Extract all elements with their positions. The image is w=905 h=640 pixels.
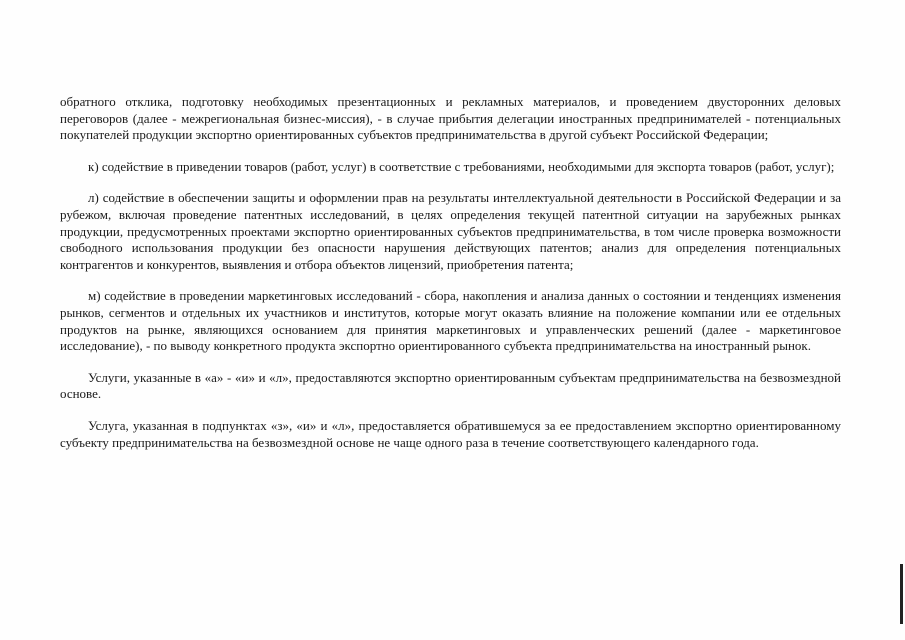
document-body [60, 94, 841, 451]
paragraph-services-free: Услуги, указанные в «а» - «и» и «л», предоставляются экспортно ориентированным субъектам предпринимательства на безвозмездной основе. [60, 369, 841, 402]
paragraph-item-k: к) содействие в приведении товаров (работ, услуг) в соответствие с требованиями, необходимыми для экспорта товаров (работ, услуг); [88, 158, 835, 174]
paragraph-spacer [60, 273, 841, 288]
paragraph-continuation: обратного отклика, подготовку необходимых презентационных и рекламных материалов, и проведением двусторонних деловых переговоров (далее - межрегиональная бизнес-миссия), - в случае прибытия делегации иностранных предпринимателей - потенциальных покупателей продукции экспортно ориентированных субъектов предпринимательства в другой субъект Российской Федерации; [60, 94, 841, 143]
paragraph-spacer [60, 355, 841, 370]
scan-edge-mark [900, 564, 903, 624]
paragraph-item-m: м) содействие в проведении маркетинговых исследований - сбора, накопления и анализа данных о состоянии и тенденциях изменения рынков, сегментов и отдельных их участников и институтов, которые могут оказать влияние на положение компании или ее отдельных продуктов на рынке, являющихся основанием для принятия маркетинговых и управленческих решений (далее - маркетинговое исследование), - по выводу конкретного продукта экспортно ориентированного субъекта предпринимательства на иностранный рынок. [60, 288, 841, 354]
paragraph-spacer [60, 403, 841, 418]
paragraph-item-l: л) содействие в обеспечении защиты и оформлении прав на результаты интеллектуальной деятельности в Российской Федерации и за рубежом, включая проведение патентных исследований, в целях определения текущей патентной ситуации на зарубежных рынках продукции, предусмотренных проектами экспортно ориентированных субъектов предпринимательства, в том числе проверка возможности свободного использования продукции без опасности нарушения действующих патентов; анализ для определения потенциальных контрагентов и конкурентов, выявления и отбора объектов лицензий, приобретения патента; [60, 190, 841, 272]
paragraph-spacer [60, 144, 841, 159]
paragraph-service-once-per-year: Услуга, указанная в подпунктах «з», «и» и «л», предоставляется обратившемуся за ее предоставлением экспортно ориентированному субъекту предпринимательства на безвозмездной основе не чаще одного раза в течение соответствующего календарного года. [60, 417, 841, 450]
paragraph-spacer [60, 175, 841, 190]
